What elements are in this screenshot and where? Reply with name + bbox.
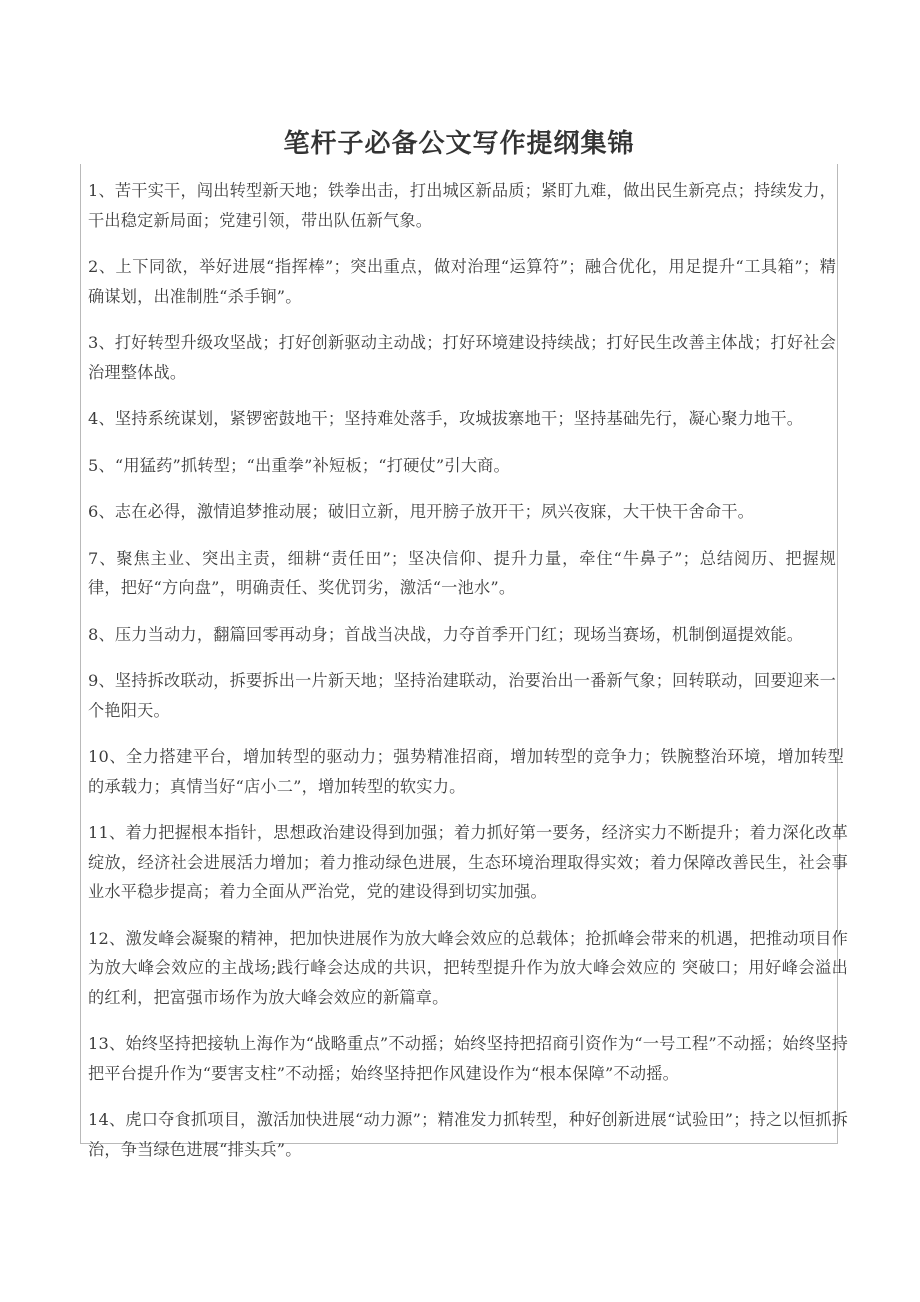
outline-paragraph-13: 13、始终坚持把接轨上海作为“战略重点”不动摇；始终坚持把招商引资作为“一号工程”不动摇；始终坚持把平台提升作为“要害支柱”不动摇；始终坚持把作风建设作为“根本保障”不动摇。 [88,1034,848,1083]
outline-paragraph-7: 7、聚焦主业、突出主责，细耕“责任田”；坚决信仰、提升力量，牵住“牛鼻子”；总结阅历、把握规律，把好“方向盘”，明确责任、奖优罚劣，激活“一池水”。 [88,548,836,597]
outline-paragraph-12: 12、激发峰会凝聚的精神，把加快进展作为放大峰会效应的总载体；抢抓峰会带来的机遇，把推动项目作为放大峰会效应的主战场;践行峰会达成的共识，把转型提升作为放大峰会效应的 突破口；用好峰会溢出的红利，把富强市场作为放大峰会效应的新篇章。 [88,928,848,1007]
outline-paragraph-4: 4、坚持系统谋划，紧锣密鼓地干；坚持难处落手，攻城拔寨地干；坚持基础先行，凝心聚力地干。 [88,409,804,428]
outline-paragraph-3: 3、打好转型升级攻坚战；打好创新驱动主动战；打好环境建设持续战；打好民生改善主体战；打好社会治理整体战。 [88,333,836,382]
outline-paragraph-8: 8、压力当动力，翻篇回零再动身；首战当决战，力夺首季开门红；现场当赛场，机制倒逼提效能。 [88,624,804,644]
outline-paragraph-1: 1、苦干实干，闯出转型新天地；铁拳出击，打出城区新品质；紧盯九难，做出民生新亮点；持续发力，干出稳定新局面；党建引领，带出队伍新气象。 [88,181,836,230]
outline-paragraph-10: 10、全力搭建平台，增加转型的驱动力；强势精准招商，增加转型的竞争力；铁腕整治环境，增加转型的承载力；真情当好“店小二”，增加转型的软实力。 [88,747,844,796]
outline-paragraph-9: 9、坚持拆改联动，拆要拆出一片新天地；坚持治建联动，治要治出一番新气象；回转联动，回要迎来一个艳阳天。 [88,671,836,720]
outline-paragraph-11: 11、着力把握根本指针，思想政治建设得到加强；着力抓好第一要务，经济实力不断提升；着力深化改革绽放，经济社会进展活力增加；着力推动绿色进展，生态环境治理取得实效；着力保障改善民生，社会事业水平稳步提高；着力全面从严治党，党的建设得到切实加强。 [88,823,848,901]
outline-paragraph-5: 5、“用猛药”抓转型；“出重拳”补短板；“打硬仗”引大商。 [88,455,510,475]
outline-paragraph-6: 6、志在必得，激情追梦推动展；破旧立新，甩开膀子放开干；夙兴夜寐，大干快干舍命干。 [88,502,754,521]
outline-paragraph-14: 14、虎口夺食抓项目，激活加快进展“动力源”；精准发力抓转型，种好创新进展“试验田”；持之以恒抓拆治，争当绿色进展“排头兵”。 [88,1110,848,1159]
outline-paragraph-2: 2、上下同欲，举好进展“指挥棒”；突出重点，做对治理“运算符”；融合优化，用足提升“工具箱”；精确谋划，出准制胜“杀手锏”。 [88,257,836,306]
document-body [88,176,850,1164]
page-title: 笔杆子必备公文写作提纲集锦 [80,125,838,164]
